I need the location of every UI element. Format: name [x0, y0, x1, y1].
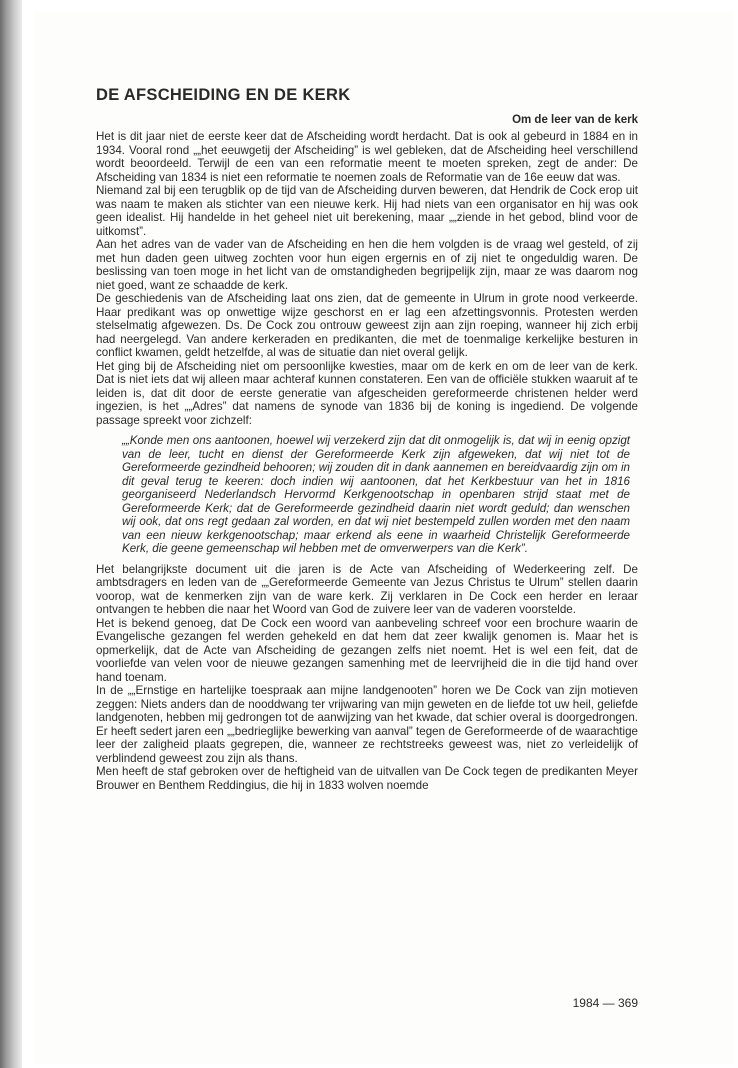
paragraph: Het is bekend genoeg, dat De Cock een woord van aanbeveling schreef voor een brochure waarin de Evangelische gezangen fel werden gehekeld en dat hem dat zeer kwalijk genomen is. Maar het is opmerkelijk, dat de Acte van Afscheiding de gezangen zelfs niet noemt. Het is wel een feit, dat de voorliefde van velen voor de nieuwe gezangen samenhing met de leervrijheid die in die tijd hand over hand toenam.: [96, 616, 638, 684]
paragraph: Niemand zal bij een terugblik op de tijd van de Afscheiding durven beweren, dat Hendrik de Cock erop uit was naam te maken als stichter van een nieuwe kerk. Hij had niets van een organisator en hij was ook geen idealist. Hij handelde in het geheel niet uit berekening, maar „„ziende in het gebod, blind voor de uitkomst”.: [96, 184, 638, 238]
section-subtitle: Om de leer van de kerk: [512, 114, 638, 126]
paragraph: Het is dit jaar niet de eerste keer dat de Afscheiding wordt herdacht. Dat is ook al gebeurd in 1884 en in 1934. Vooral rond „„het eeuwgetij der Afscheiding” is wel gebleken, dat de Afscheiding heel verschillend wordt beoordeeld. Terwijl de een van een reformatie meent te moeten spreken, zegt de ander: De Afscheiding van 1834 is niet een reformatie te noemen zoals de Reformatie van de 16e eeuw dat was.: [96, 130, 638, 184]
quote-text: „„Konde men ons aantoonen, hoewel wij verzekerd zijn dat dit onmogelijk is, dat wij in eenig opzigt van de leer, tucht en dienst der Gereformeerde Kerk zijn afgeweken, dat wij niet tot de Gereformeerde gezindheid behooren; wij zouden dit in dank aannemen en bereidvaardig zijn om in dit geval terug te keeren: doch indien wij aantoonen, dat het Kerkbestuur van het in 1816 georganiseerd Nederlandsch Hervormd Kerkgenootschap in openbaren strijd staat met de Gereformeerde Kerk; dat de Gereformeerde gezindheid daarin niet wordt geduld; dan wenschen wij ook, dat ons regt gedaan zal worden, en dat wij niet bestempeld zullen worden met den naam van een nieuw kerkgenootschap; maar erkend als eene in waarheid Christelijk Gereformeerde Kerk, die geene gemeenschap wil hebben met de omverwerpers van die Kerk”.: [122, 434, 630, 555]
article-title: DE AFSCHEIDING EN DE KERK: [96, 86, 351, 104]
article-body: [96, 130, 638, 792]
book-binding-edge: [0, 0, 22, 1068]
block-quote: [122, 434, 630, 556]
paragraph: De geschiedenis van de Afscheiding laat ons zien, dat de gemeente in Ulrum in grote nood verkeerde. Haar predikant was op onwettige wijze geschorst en er lag een afzettingsvonnis. Protesten werden stelselmatig afgewezen. Ds. De Cock zou ontrouw geweest zijn aan zijn roeping, wanneer hij zich erbij had neergelegd. Van andere kerkeraden en predikanten, die met de toenmalige kerkelijke besturen in conflict kwamen, geldt hetzelfde, al was de situatie dan niet overal gelijk.: [96, 292, 638, 359]
paragraph: Het ging bij de Afscheiding niet om persoonlijke kwesties, maar om de kerk en om de leer van de kerk. Dat is niet iets dat wij alleen maar achteraf kunnen constateren. Een van de officiële stukken waaruit af te leiden is, dat dit door de eerste generatie van afgescheiden gereformeerde christenen helder werd ingezien, is het „„Adres” dat namens de synode van 1836 bij de koning is ingediend. De volgende passage spreekt voor zichzelf:: [96, 359, 638, 427]
page-number: 1984 — 369: [572, 996, 638, 1010]
paragraph: Het belangrijkste document uit die jaren is de Acte van Afscheiding of Wederkeering zelf. De ambtsdragers en leden van de „„Gereformeerde Gemeente van Jezus Christus te Ulrum” stellen daarin voorop, wat de kenmerken zijn van de ware kerk. Zij verklaren in De Cock een herder en leraar ontvangen te hebben die naar het Woord van God de zuivere leer van de vaderen voorstelde.: [96, 562, 638, 616]
paragraph: Men heeft de staf gebroken over de heftigheid van de uitvallen van De Cock tegen de predikanten Meyer Brouwer en Benthem Reddingius, die hij in 1833 wolven noemde: [96, 765, 638, 792]
paragraph: Aan het adres van de vader van de Afscheiding en hen die hem volgden is de vraag wel gesteld, of zij met hun daden geen uitweg zochten voor hun eigen ergernis en of zij niet te ongeduldig waren. De beslissing van toen moge in het licht van de omstandigheden begrijpelijk zijn, maar ze was daarom nog niet goed, want ze schaadde de kerk.: [96, 238, 638, 292]
paragraph: In de „„Ernstige en hartelijke toespraak aan mijne landgenooten” horen we De Cock van zijn motieven zeggen: Niets anders dan de nooddwang ter vrijwaring van mijn geweten en de liefde tot uw heil, geliefde landgenoten, hebben mij gedrongen tot de aanwijzing van het kwade, dat schier overal is doorgedrongen. Er heeft sedert jaren een „„bedrieglijke bewerking van aanval” tegen de Gereformeerde of de waarachtige leer der zaligheid plaats gegrepen, die, wanneer ze rechtstreeks geweest was, niet zo verleidelijk of verblindend geweest zou zijn als thans.: [96, 684, 638, 765]
